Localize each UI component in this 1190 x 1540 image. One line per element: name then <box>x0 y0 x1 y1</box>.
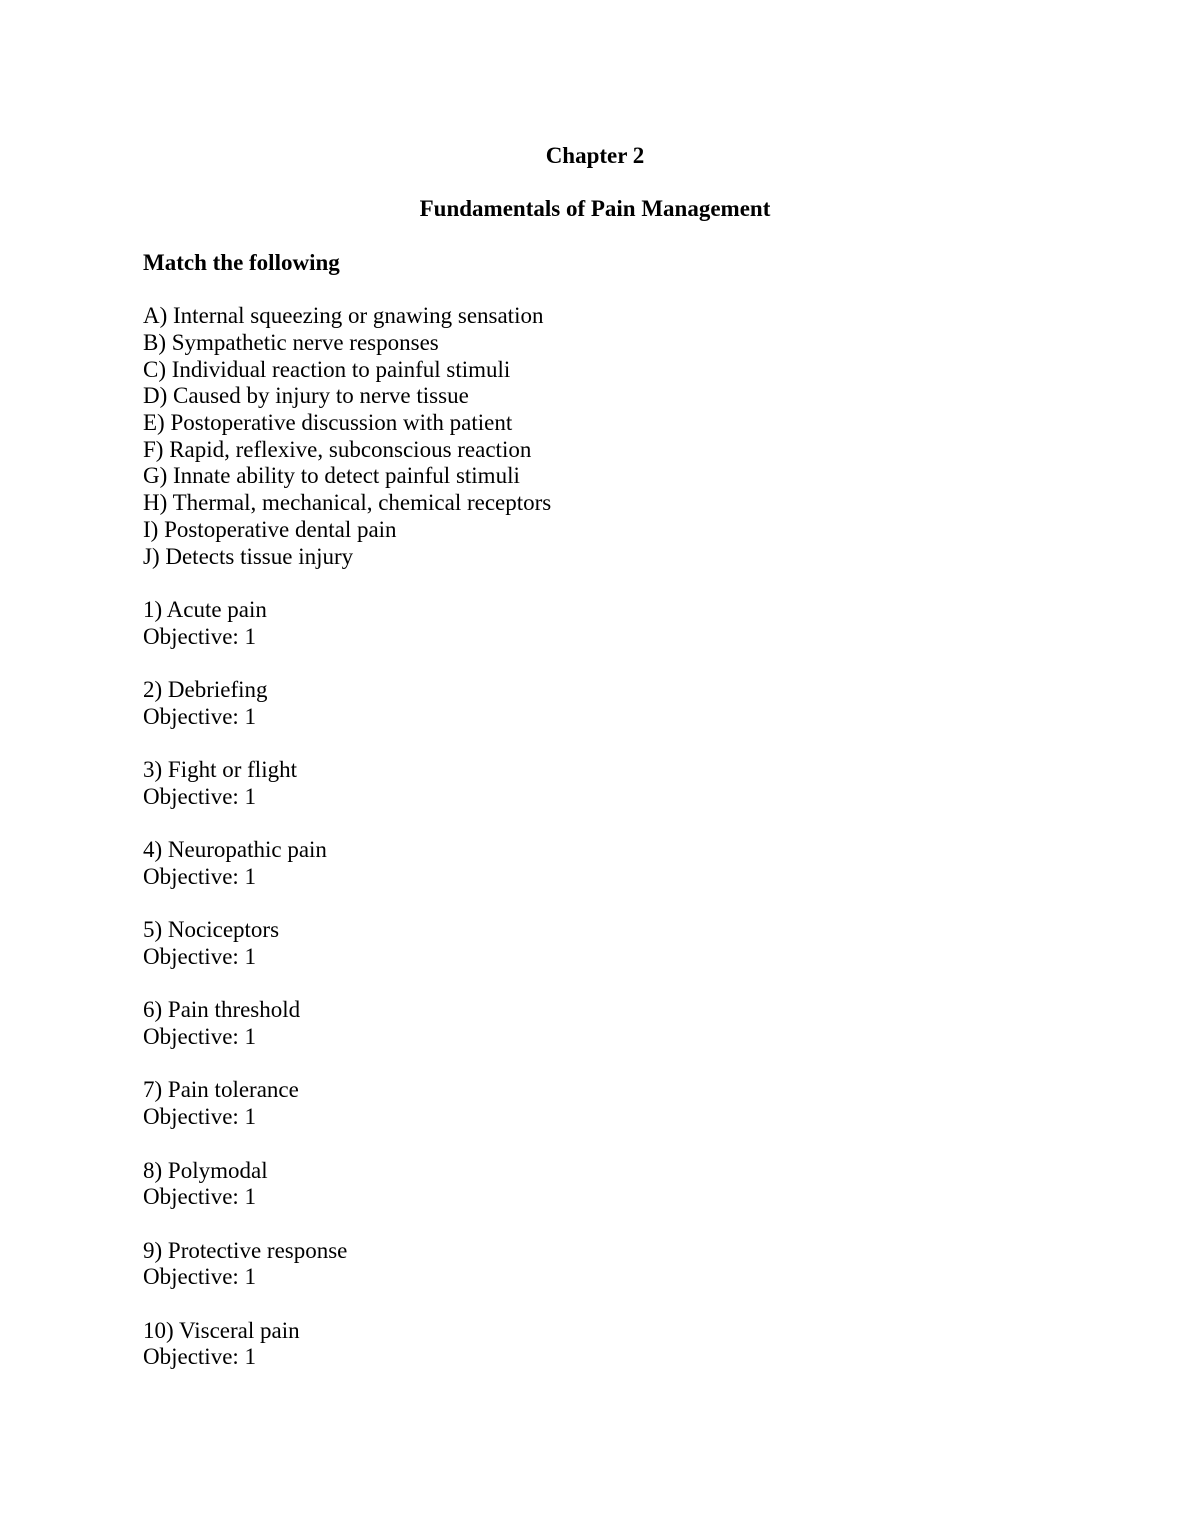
question-block <box>0 1238 1190 1291</box>
section-heading-match-the-following: Match the following <box>143 249 340 275</box>
question-block <box>0 917 1190 970</box>
question-objective: Objective: 1 <box>143 623 257 649</box>
question-label: 1) Acute pain <box>143 596 267 622</box>
match-option: A) Internal squeezing or gnawing sensation <box>143 303 544 329</box>
match-option: J) Detects tissue injury <box>143 543 354 569</box>
document-title: Fundamentals of Pain Management <box>419 196 771 222</box>
question-block <box>0 677 1190 730</box>
question-block <box>0 1077 1190 1130</box>
question-objective: Objective: 1 <box>143 1344 257 1370</box>
question-objective: Objective: 1 <box>143 1184 257 1210</box>
question-block <box>0 597 1190 650</box>
question-block <box>0 757 1190 810</box>
match-option: C) Individual reaction to painful stimuli <box>143 356 511 382</box>
match-option: F) Rapid, reflexive, subconscious reaction <box>143 436 532 462</box>
match-option: H) Thermal, mechanical, chemical receptors <box>143 490 552 516</box>
question-label: 8) Polymodal <box>143 1157 268 1183</box>
question-objective: Objective: 1 <box>143 703 257 729</box>
question-objective: Objective: 1 <box>143 1264 257 1290</box>
match-option: D) Caused by injury to nerve tissue <box>143 383 469 409</box>
match-option: B) Sympathetic nerve responses <box>143 329 439 355</box>
question-label: 10) Visceral pain <box>143 1317 300 1343</box>
match-option: I) Postoperative dental pain <box>143 516 397 542</box>
match-option: E) Postoperative discussion with patient <box>143 409 513 435</box>
chapter-heading: Chapter 2 <box>545 143 645 168</box>
question-label: 5) Nociceptors <box>143 917 280 943</box>
question-block <box>0 837 1190 890</box>
question-label: 6) Pain threshold <box>143 997 301 1023</box>
question-block <box>0 997 1190 1050</box>
question-label: 3) Fight or flight <box>143 757 297 783</box>
question-label: 4) Neuropathic pain <box>143 837 327 863</box>
question-block <box>0 1318 1190 1371</box>
question-objective: Objective: 1 <box>143 1024 257 1050</box>
question-objective: Objective: 1 <box>143 943 257 969</box>
question-label: 7) Pain tolerance <box>143 1077 299 1103</box>
question-label: 2) Debriefing <box>143 676 268 702</box>
question-block <box>0 1158 1190 1211</box>
match-options-list <box>0 303 1190 570</box>
question-objective: Objective: 1 <box>143 1104 257 1130</box>
match-option: G) Innate ability to detect painful stimuli <box>143 463 520 489</box>
question-label: 9) Protective response <box>143 1237 348 1263</box>
question-objective: Objective: 1 <box>143 783 257 809</box>
question-objective: Objective: 1 <box>143 863 257 889</box>
